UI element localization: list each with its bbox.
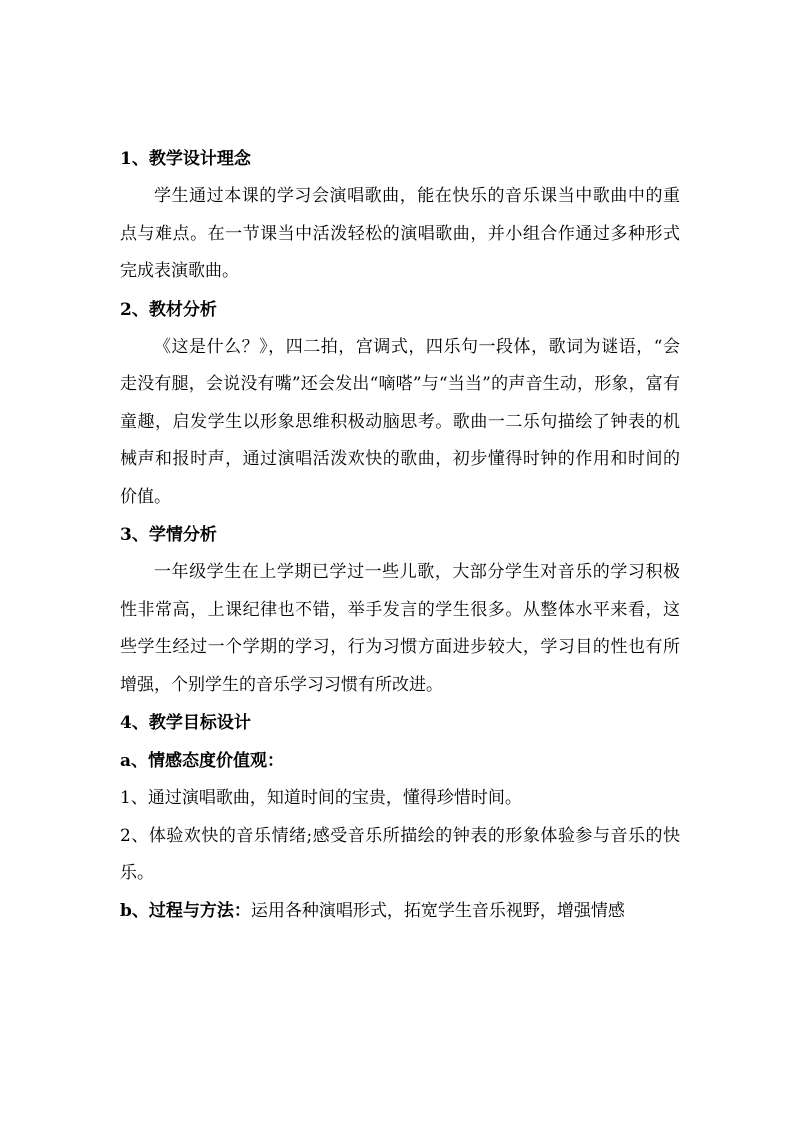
goal-b-label: b、过程与方法： [120, 900, 251, 921]
section-paragraph-1: 学生通过本课的学习会演唱歌曲，能在快乐的音乐课当中歌曲中的重点与难点。在一节课当中活泼轻松的演唱歌曲，并小组合作通过多种形式完成表演歌曲。 [120, 186, 680, 281]
goal-a-item-1: 1、通过演唱歌曲，知道时间的宝贵，懂得珍惜时间。 [120, 788, 522, 808]
section-paragraph-3: 一年级学生在上学期已学过一些儿歌，大部分学生对音乐的学习积极性非常高，上课纪律也不错，举手发言的学生很多。从整体水平来看，这些学生经过一个学期的学习，行为习惯方面进步较大，学习目的性也有所增强，个别学生的音乐学习习惯有所改进。 [120, 562, 680, 695]
document-body [120, 140, 680, 930]
goal-b-text: 运用各种演唱形式，拓宽学生音乐视野，增强情感 [250, 900, 625, 921]
goal-b-line [120, 893, 680, 931]
goal-a-label: a、情感态度价值观： [120, 751, 285, 771]
section-title-4: 4、教学目标设计 [120, 713, 251, 733]
section-paragraph-2: 《这是什么？》，四二拍，宫调式，四乐句一段体，歌词为谜语，“会走没有腿，会说没有嘴”还会发出“嘀嗒”与“当当”的声音生动，形象，富有童趣，启发学生以形象思维积极动脑思考。歌曲一二乐句描绘了钟表的机械声和报时声，通过演唱活泼欢快的歌曲，初步懂得时钟的作用和时间的价值。 [120, 336, 680, 507]
section-title-3: 3、学情分析 [120, 525, 217, 545]
section-title-1: 1、教学设计理念 [120, 149, 251, 169]
goal-a-item-2: 2、体验欢快的音乐情绪;感受音乐所描绘的钟表的形象体验参与音乐的快乐。 [120, 825, 680, 883]
section-title-2: 2、教材分析 [120, 299, 217, 320]
